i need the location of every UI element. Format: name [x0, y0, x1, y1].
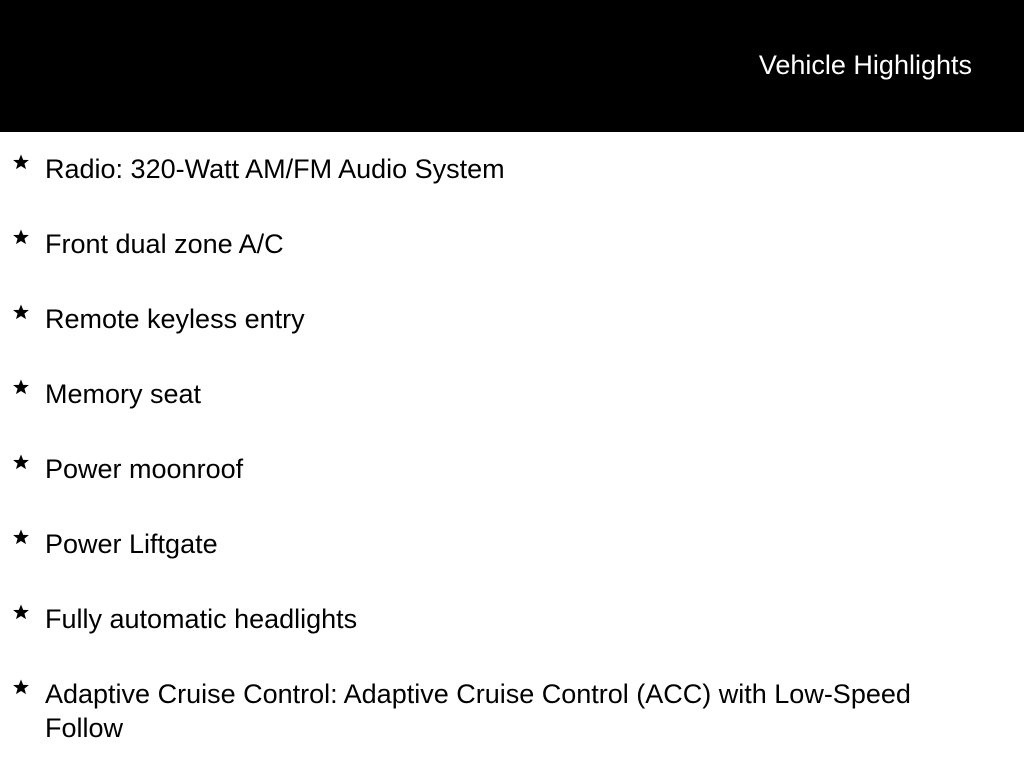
list-item-label: Radio: 320-Watt AM/FM Audio System	[45, 154, 505, 184]
star-icon	[11, 302, 31, 322]
list-item-label: Adaptive Cruise Control: Adaptive Cruise Control (ACC) with Low-Speed Follow	[45, 679, 911, 743]
page-title: Vehicle Highlights	[758, 50, 972, 80]
star-icon	[11, 602, 31, 622]
list-item-label: Remote keyless entry	[45, 304, 305, 334]
star-icon	[11, 152, 31, 172]
list-item-label: Power Liftgate	[45, 529, 218, 559]
list-item-label: Power moonroof	[45, 454, 244, 484]
list-item-label: Fully automatic headlights	[45, 604, 358, 634]
star-icon	[11, 527, 31, 547]
list-item-label: Memory seat	[45, 379, 202, 409]
star-icon	[11, 452, 31, 472]
star-icon	[11, 227, 31, 247]
star-icon	[11, 377, 31, 397]
header-bar	[0, 0, 1024, 132]
star-icon	[11, 677, 31, 697]
list-item-label: Front dual zone A/C	[45, 229, 284, 259]
